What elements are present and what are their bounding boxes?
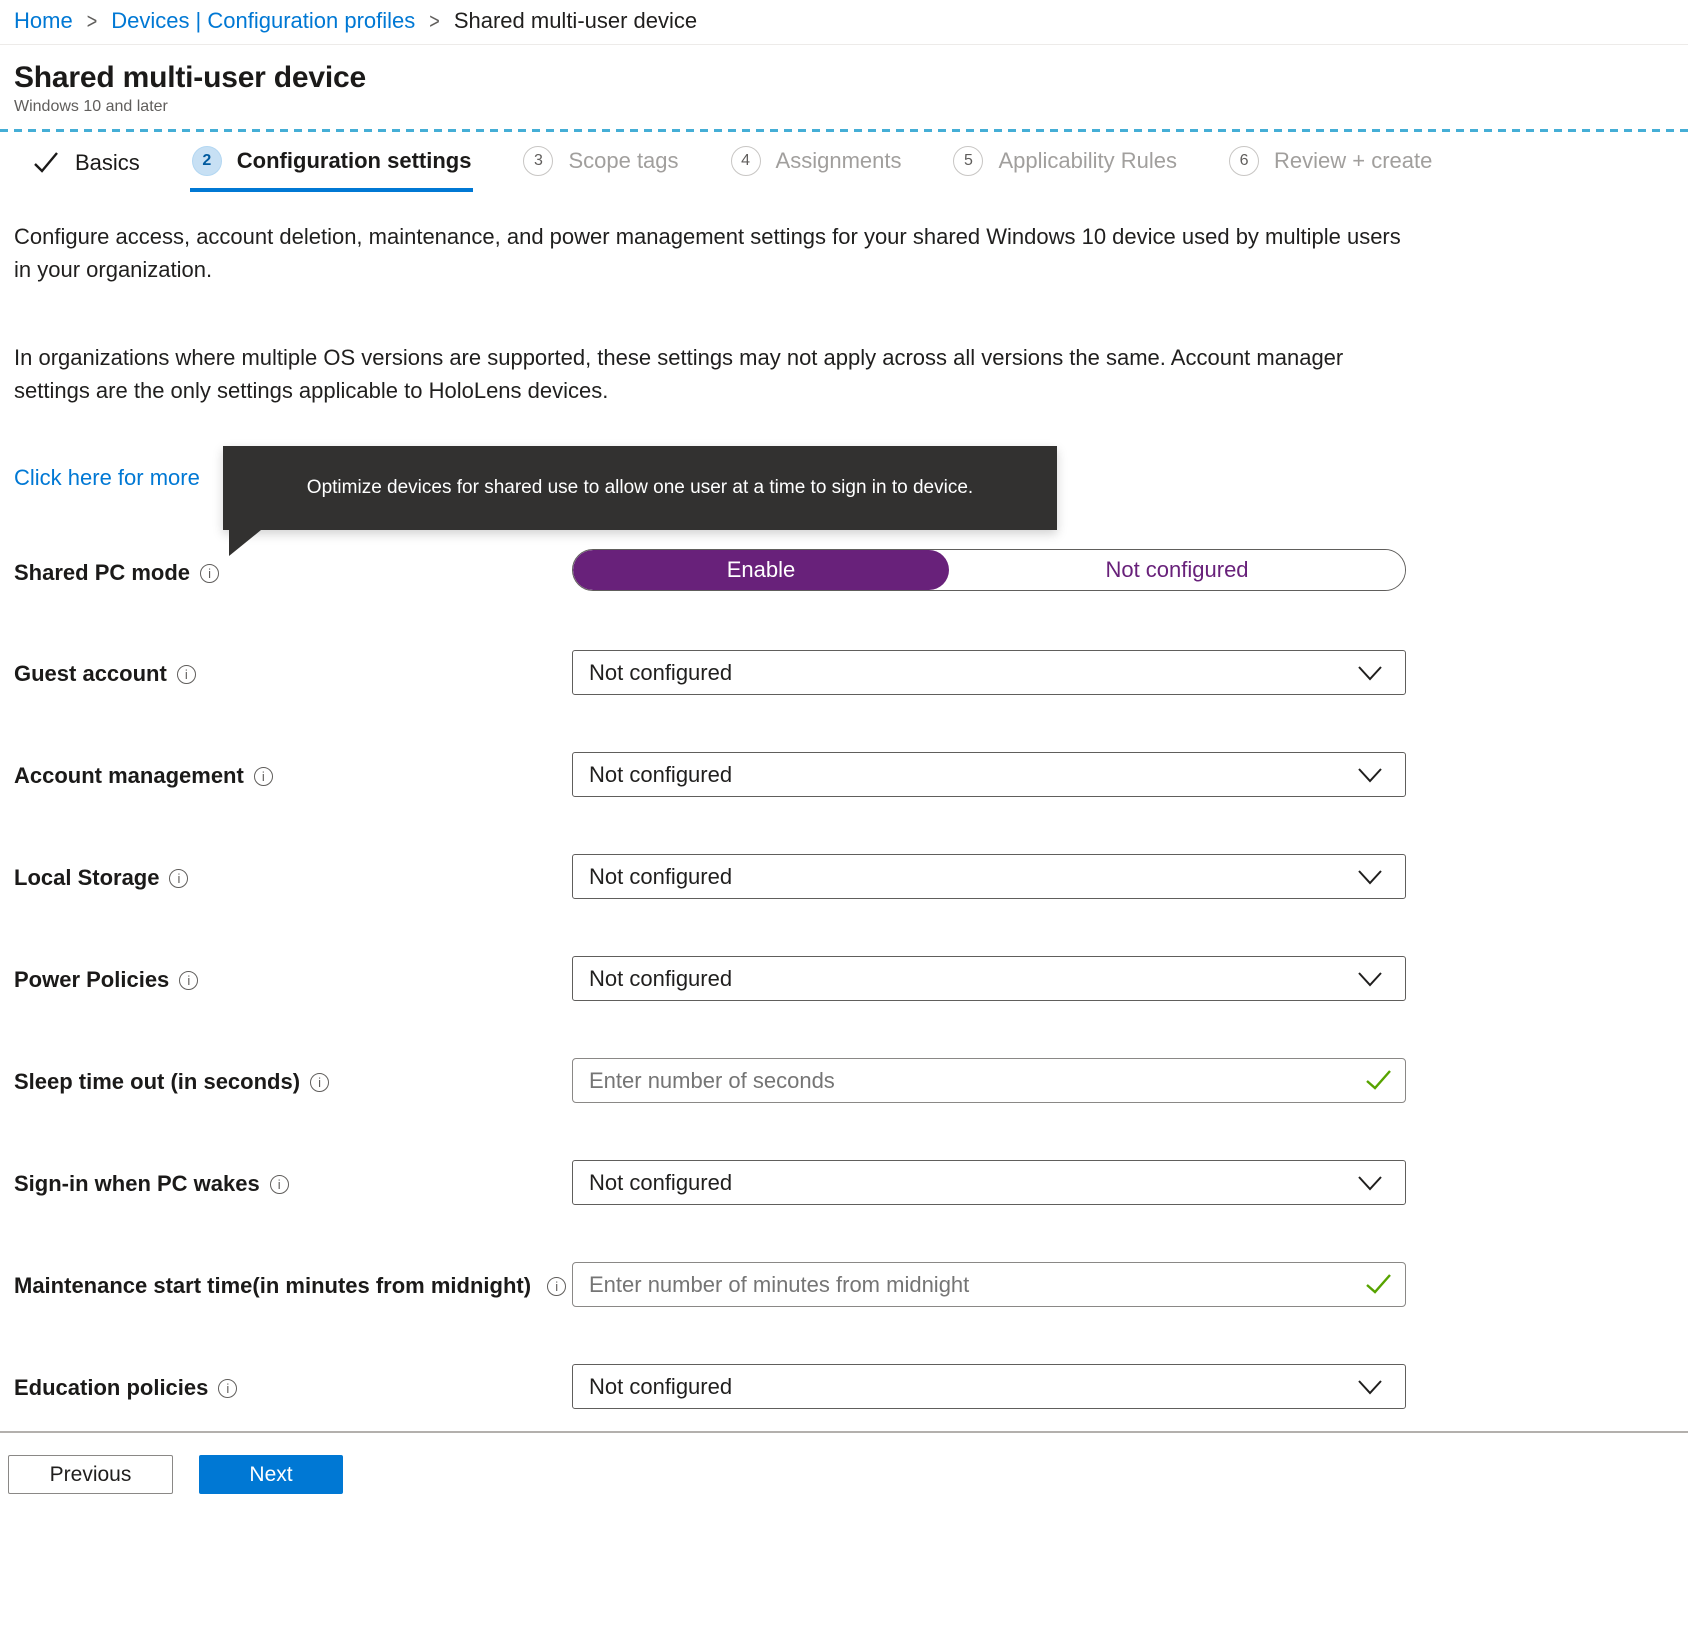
- configuration-form: [14, 549, 1688, 1409]
- wizard-footer: [8, 1455, 1688, 1622]
- maintenance-start-time-label: [14, 1262, 572, 1301]
- sleep-timeout-label: [14, 1058, 572, 1097]
- step-number: 5: [953, 146, 983, 176]
- page-header: [0, 45, 1688, 116]
- field-label-text: Guest account: [14, 661, 167, 686]
- signin-when-pc-wakes-dropdown[interactable]: [572, 1160, 1406, 1205]
- dropdown-value: Not configured: [589, 761, 733, 787]
- shared-pc-mode-label: [14, 549, 572, 588]
- step-number: 2: [192, 146, 222, 176]
- dropdown-value: Not configured: [589, 1169, 733, 1195]
- checkmark-icon: [32, 150, 60, 176]
- breadcrumb-configuration-profiles-link[interactable]: Devices | Configuration profiles: [111, 8, 416, 33]
- guest-account-dropdown[interactable]: [572, 650, 1406, 695]
- info-icon[interactable]: i: [177, 665, 196, 684]
- field-label-text: Education policies: [14, 1375, 209, 1400]
- next-button[interactable]: Next: [199, 1455, 343, 1494]
- form-row-local-storage: [14, 854, 1688, 899]
- tab-applicability-rules[interactable]: [951, 132, 1179, 192]
- field-label-text: Account management: [14, 763, 244, 788]
- tab-label: Basics: [75, 150, 140, 175]
- dropdown-value: Not configured: [589, 863, 733, 889]
- intro-paragraph-1: Configure access, account deletion, maintenance, and power management settings for your shared Windows 10 device used by multiple users in your organization.: [14, 224, 1401, 282]
- chevron-down-icon: [1357, 868, 1383, 886]
- tab-label: Applicability Rules: [998, 148, 1178, 173]
- chevron-right-icon: >: [86, 7, 98, 33]
- field-label-text: Sleep time out (in seconds): [14, 1069, 301, 1094]
- form-row-account-management: [14, 752, 1688, 797]
- toggle-option-not-configured[interactable]: Not configured: [949, 550, 1405, 590]
- tab-label: Review + create: [1274, 148, 1433, 173]
- maintenance-start-time-input[interactable]: [572, 1262, 1406, 1307]
- info-icon[interactable]: i: [179, 971, 198, 990]
- dropdown-value: Not configured: [589, 1373, 733, 1399]
- step-number: 4: [731, 146, 761, 176]
- form-row-guest-account: [14, 650, 1688, 695]
- power-policies-dropdown[interactable]: [572, 956, 1406, 1001]
- guest-account-label: [14, 650, 572, 689]
- valid-checkmark-icon: [1365, 1069, 1392, 1091]
- tab-assignments[interactable]: [729, 132, 904, 192]
- breadcrumb-home-link[interactable]: Home: [14, 8, 73, 33]
- dropdown-value: Not configured: [589, 965, 733, 991]
- chevron-down-icon: [1357, 664, 1383, 682]
- step-number: 6: [1229, 146, 1259, 176]
- tooltip-tail: [229, 530, 261, 556]
- account-management-label: [14, 752, 572, 791]
- page-title: Shared multi-user device: [14, 61, 366, 94]
- chevron-down-icon: [1357, 1174, 1383, 1192]
- info-icon[interactable]: i: [254, 767, 273, 786]
- local-storage-label: [14, 854, 572, 893]
- tab-label: Scope tags: [568, 148, 679, 173]
- breadcrumb: [0, 0, 1688, 45]
- tab-scope-tags[interactable]: [521, 132, 680, 192]
- chevron-down-icon: [1357, 766, 1383, 784]
- step-number: 3: [523, 146, 553, 176]
- field-label-text: Shared PC mode: [14, 560, 191, 585]
- form-row-education-policies: [14, 1364, 1688, 1409]
- shared-pc-mode-toggle: [572, 549, 1406, 591]
- tab-label: Configuration settings: [236, 148, 472, 173]
- footer-divider: [0, 1431, 1688, 1433]
- info-icon[interactable]: i: [270, 1175, 289, 1194]
- field-label-text: Local Storage: [14, 865, 160, 890]
- account-management-dropdown[interactable]: [572, 752, 1406, 797]
- form-row-power-policies: [14, 956, 1688, 1001]
- form-row-shared-pc-mode: [14, 549, 1688, 591]
- form-row-maintenance-start-time: [14, 1262, 1688, 1307]
- form-row-signin-when-pc-wakes: [14, 1160, 1688, 1205]
- chevron-right-icon: >: [429, 7, 440, 33]
- valid-checkmark-icon: [1365, 1273, 1392, 1295]
- wizard-tabs: [0, 132, 1688, 192]
- info-icon[interactable]: i: [200, 564, 219, 583]
- tab-review-create[interactable]: [1227, 132, 1434, 192]
- field-label-text: Maintenance start time(in minutes from midnight): [14, 1273, 532, 1298]
- info-icon[interactable]: i: [547, 1277, 566, 1296]
- chevron-down-icon: [1357, 970, 1383, 988]
- education-policies-label: [14, 1364, 572, 1403]
- more-info-link[interactable]: Click here for more: [14, 465, 200, 490]
- breadcrumb-current-page: Shared multi-user device: [453, 8, 698, 33]
- chevron-down-icon: [1357, 1378, 1383, 1396]
- local-storage-dropdown[interactable]: [572, 854, 1406, 899]
- maintenance-start-time-input-wrap: [572, 1262, 1406, 1307]
- tooltip-text: Optimize devices for shared use to allow one user at a time to sign in to device.: [306, 477, 974, 498]
- tab-basics[interactable]: [30, 136, 142, 192]
- power-policies-label: [14, 956, 572, 995]
- intro-paragraph-2: In organizations where multiple OS versions are supported, these settings may not apply across all versions the same. Account manager settings are the only settings applicable to HoloLens devices.: [14, 345, 1344, 403]
- education-policies-dropdown[interactable]: [572, 1364, 1406, 1409]
- tab-configuration-settings[interactable]: [190, 132, 474, 192]
- shared-pc-mode-tooltip: [223, 446, 1057, 530]
- page-subtitle: Windows 10 and later: [14, 98, 168, 115]
- toggle-option-enable[interactable]: Enable: [573, 550, 949, 590]
- previous-button[interactable]: Previous: [8, 1455, 173, 1494]
- info-icon[interactable]: i: [169, 869, 188, 888]
- dropdown-value: Not configured: [589, 659, 733, 685]
- field-label-text: Sign-in when PC wakes: [14, 1171, 260, 1196]
- sleep-timeout-input[interactable]: [572, 1058, 1406, 1103]
- field-label-text: Power Policies: [14, 967, 170, 992]
- info-icon[interactable]: i: [310, 1073, 329, 1092]
- signin-when-pc-wakes-label: [14, 1160, 572, 1199]
- tab-label: Assignments: [775, 148, 902, 173]
- form-row-sleep-timeout: [14, 1058, 1688, 1103]
- sleep-timeout-input-wrap: [572, 1058, 1406, 1103]
- info-icon[interactable]: i: [218, 1379, 237, 1398]
